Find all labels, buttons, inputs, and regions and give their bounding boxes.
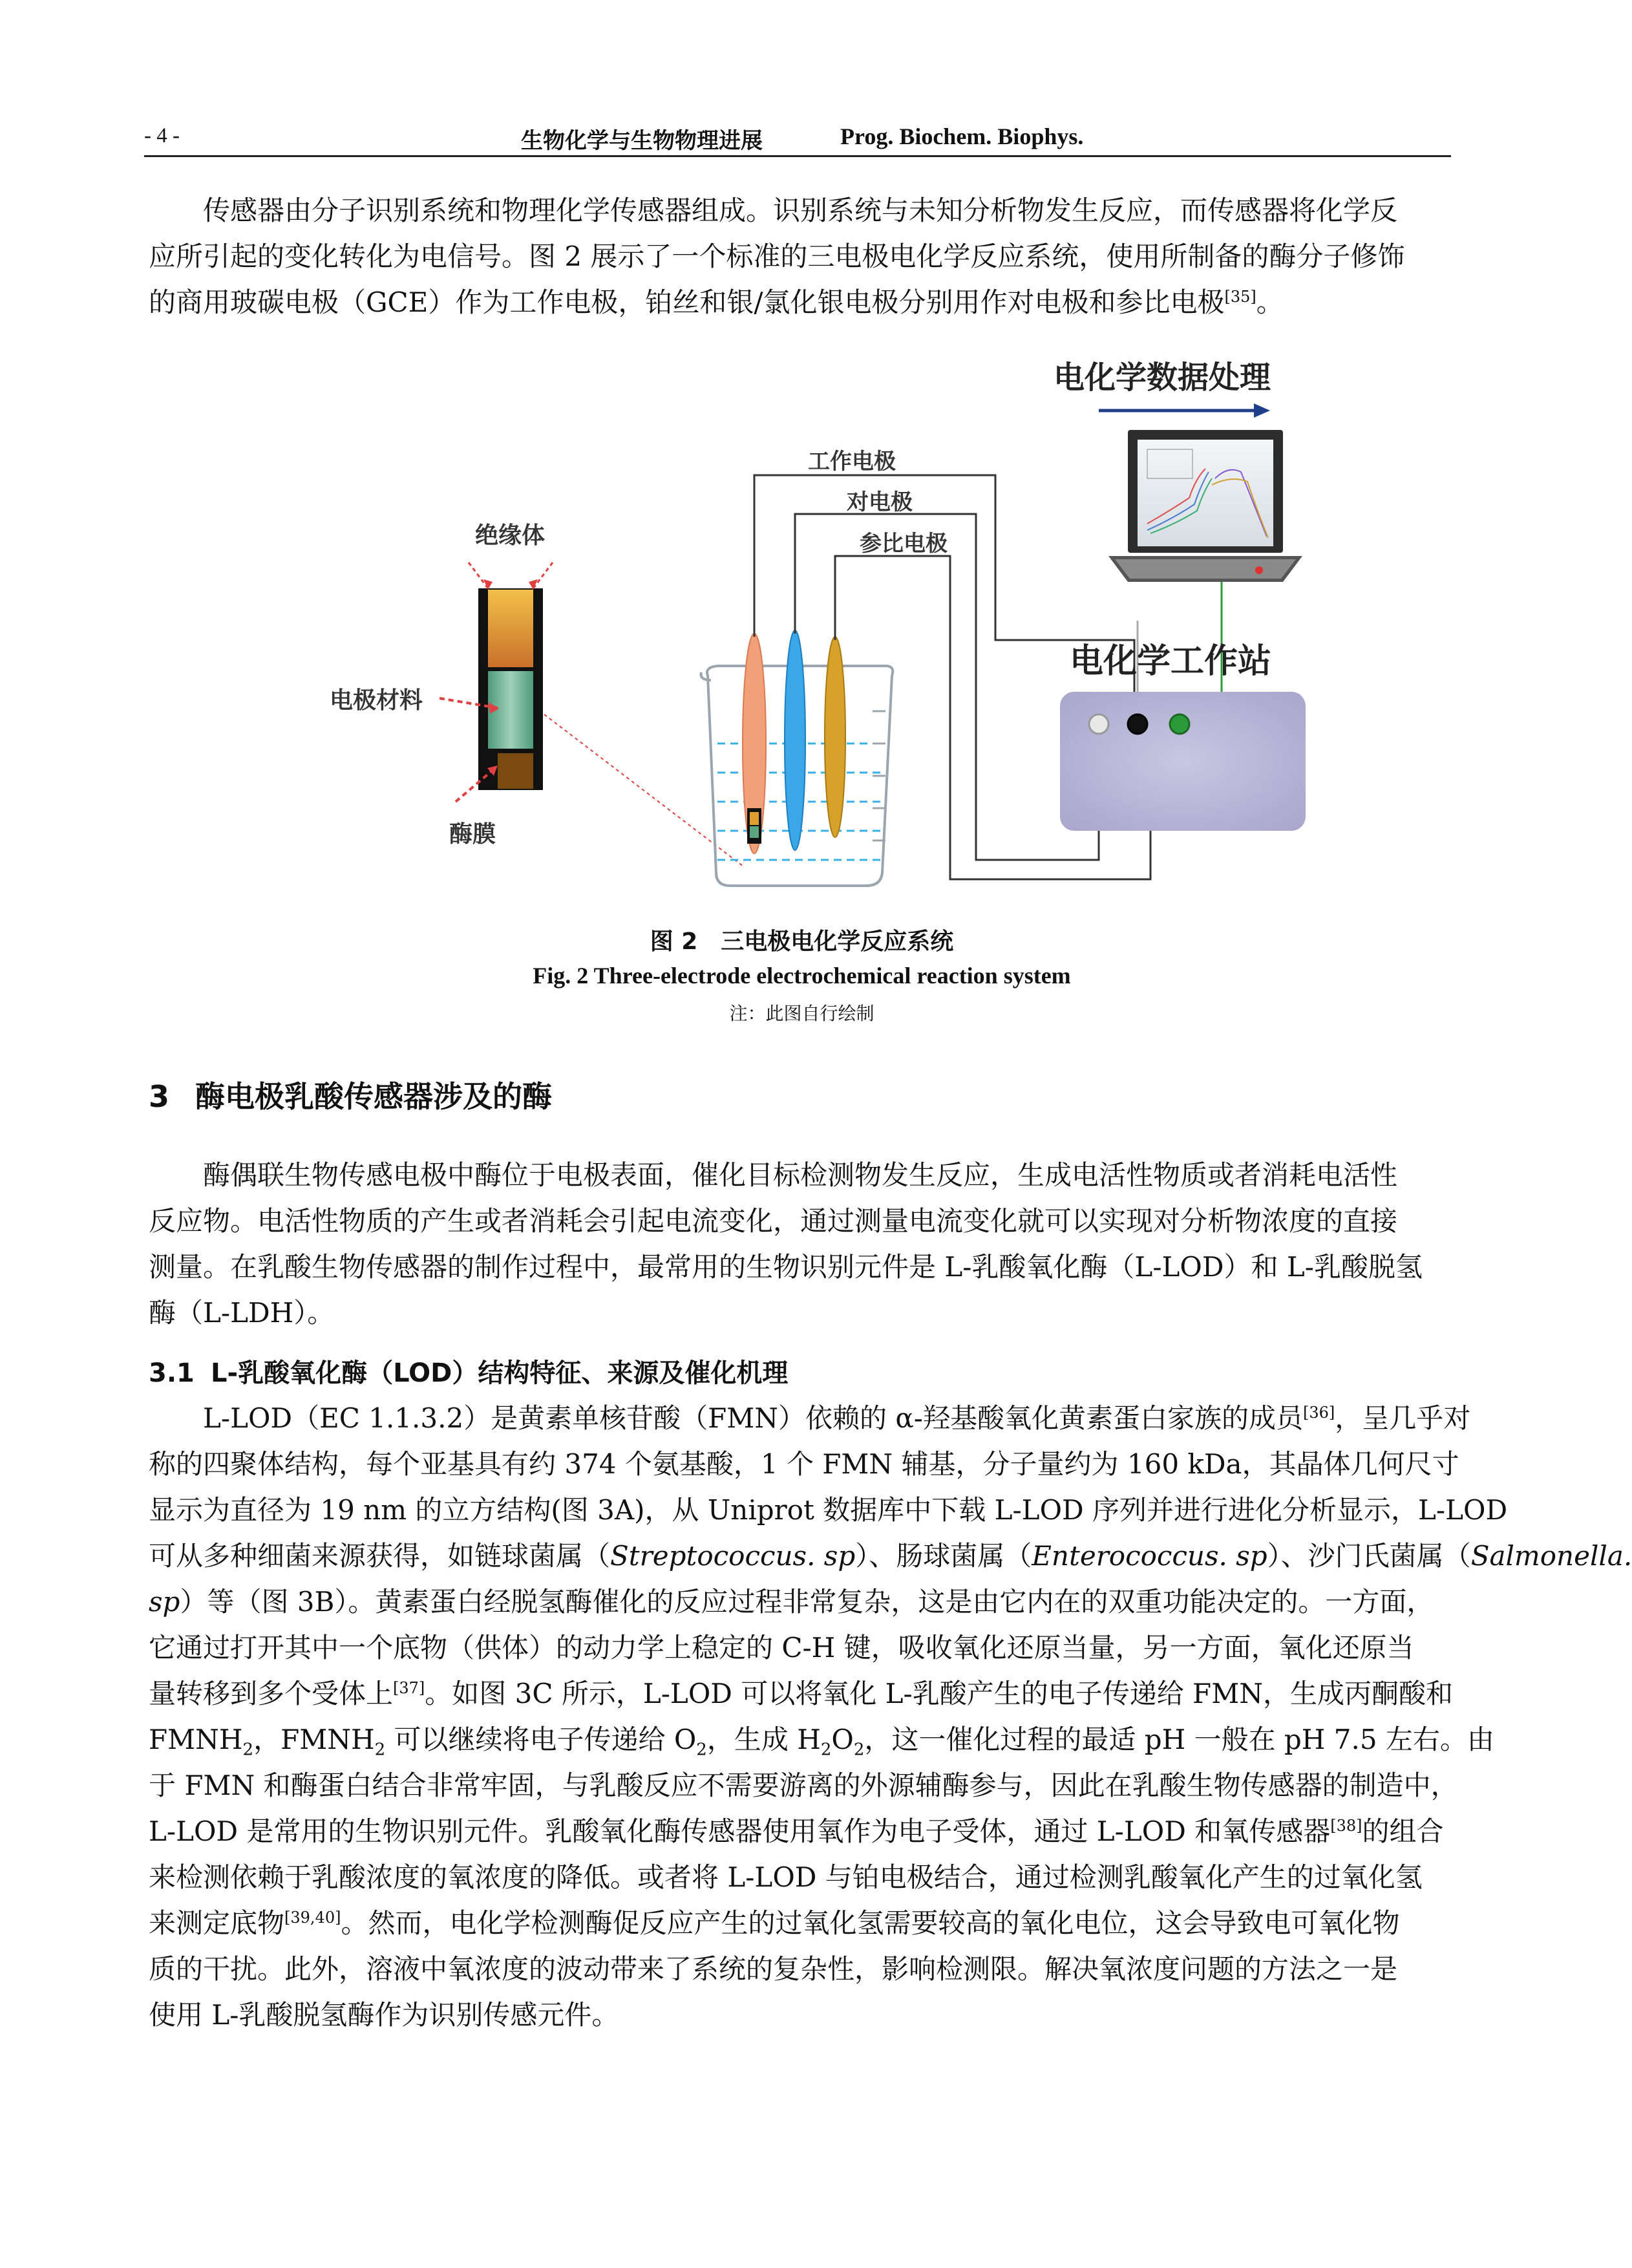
subscript: 2 bbox=[853, 1740, 865, 1760]
text-line: 来检测依赖于乳酸浓度的氧浓度的降低。或者将 L-LOD 与铂电极结合，通过检测乳酸氧化产生的过氧化氢 bbox=[149, 1861, 1423, 1893]
text-run: ，FMNH bbox=[253, 1724, 375, 1755]
text-line: 酶偶联生物传感电极中酶位于电极表面，催化目标检测物发生反应，生成电活性物质或者消耗电活性 bbox=[203, 1159, 1398, 1191]
subsection-heading bbox=[149, 1353, 788, 1389]
taxon-name: Enterococcus. sp bbox=[1032, 1540, 1267, 1572]
text-line: 质的干扰。此外，溶液中氧浓度的波动带来了系统的复杂性，影响检测限。解决氧浓度问题的方法之一是 bbox=[149, 1953, 1398, 1985]
data-processing-label: 电化学数据处理 bbox=[1054, 359, 1271, 396]
journal-title-cn: 生物化学与生物物理进展 bbox=[521, 128, 763, 154]
working-electrode-label: 工作电极 bbox=[808, 449, 896, 475]
text-run: L-LOD 是常用的生物识别元件。乳酸氧化酶传感器使用氧作为电子受体，通过 L-LOD 和氧传感器 bbox=[149, 1815, 1331, 1847]
section-heading bbox=[149, 1073, 552, 1116]
section3-paragraph bbox=[149, 1152, 1467, 1336]
text-run: 的商用玻碳电极（GCE）作为工作电极，铂丝和银/氯化银电极分别用作对电极和参比电极 bbox=[149, 286, 1225, 318]
text-run: ）、肠球菌属（ bbox=[855, 1540, 1032, 1572]
subscript: 2 bbox=[242, 1740, 254, 1760]
text-line: 反应物。电活性物质的产生或者消耗会引起电流变化，通过测量电流变化就可以实现对分析物浓度的直接 bbox=[149, 1205, 1398, 1237]
counter-electrode-label: 对电极 bbox=[847, 489, 913, 515]
journal-title-en: Prog. Biochem. Biophys. bbox=[840, 123, 1084, 149]
figure-note: 注：此图自行绘制 bbox=[729, 1003, 874, 1024]
page-number: - 4 - bbox=[144, 124, 180, 147]
citation: [36] bbox=[1302, 1404, 1335, 1422]
figure-caption-en: Fig. 2 Three-electrode electrochemical reaction system bbox=[533, 963, 1071, 989]
figure-caption-cn: 图 2 三电极电化学反应系统 bbox=[650, 928, 954, 955]
arrow-icon bbox=[1099, 403, 1270, 418]
text-line bbox=[149, 279, 1467, 325]
text-run: O bbox=[831, 1724, 854, 1755]
text-line bbox=[149, 1900, 1467, 1946]
workstation-label: 电化学工作站 bbox=[1070, 642, 1272, 681]
text-line bbox=[149, 1579, 1467, 1625]
subsection-number: 3.1 bbox=[149, 1358, 195, 1388]
text-line bbox=[149, 1808, 1467, 1854]
electrode-material-label: 电极材料 bbox=[330, 687, 423, 714]
text-run: 来测定底物 bbox=[149, 1907, 285, 1939]
counter-electrode bbox=[785, 630, 805, 850]
text-line: 应所引起的变化转化为电信号。图 2 展示了一个标准的三电极电化学反应系统，使用所制备的酶分子修饰 bbox=[149, 241, 1405, 272]
enzyme-film-label: 酶膜 bbox=[449, 821, 496, 848]
header-rule bbox=[144, 155, 1451, 157]
text-run: 可从多种细菌来源获得，如链球菌属（ bbox=[149, 1540, 611, 1572]
text-line: 传感器由分子识别系统和物理化学传感器组成。识别系统与未知分析物发生反应，而传感器将化学反 bbox=[203, 195, 1398, 226]
taxon-name: Streptococcus. sp bbox=[610, 1540, 856, 1572]
citation: [38] bbox=[1330, 1817, 1362, 1835]
taxon-name: sp bbox=[149, 1586, 180, 1618]
text-run: 的组合 bbox=[1362, 1815, 1444, 1847]
text-run: ，这一催化过程的最适 pH 一般在 pH 7.5 左右。由 bbox=[864, 1724, 1494, 1755]
text-run: ）、沙门氏菌属（ bbox=[1267, 1540, 1471, 1572]
text-run: 。然而，电化学检测酶促反应产生的过氧化氢需要较高的氧化电位，这会导致电可氧化物 bbox=[341, 1907, 1400, 1939]
workstation-panel bbox=[1060, 692, 1306, 831]
text-line: 使用 L-乳酸脱氢酶作为识别传感元件。 bbox=[149, 1999, 619, 2031]
text-run: ）等（图 3B）。黄素蛋白经脱氢酶催化的反应过程非常复杂，这是由它内在的双重功能决定的。一方面， bbox=[180, 1586, 1434, 1618]
text-line bbox=[149, 1671, 1467, 1717]
subscript: 2 bbox=[374, 1740, 386, 1760]
taxon-name: Salmonella. bbox=[1470, 1540, 1632, 1572]
citation: [39,40] bbox=[284, 1909, 341, 1927]
text-run: 。如图 3C 所示，L-LOD 可以将氧化 L-乳酸产生的电子传递给 FMN，生成丙酮酸和 bbox=[425, 1678, 1453, 1709]
text-line bbox=[149, 1395, 1471, 1441]
subscript: 2 bbox=[820, 1740, 832, 1760]
text-line: 酶（L-LDH）。 bbox=[149, 1297, 335, 1329]
section31-paragraph bbox=[149, 1395, 1632, 2038]
text-line bbox=[149, 1533, 1632, 1579]
section-number: 3 bbox=[149, 1079, 170, 1114]
intro-paragraph bbox=[149, 187, 1467, 325]
text-run: 量转移到多个受体上 bbox=[149, 1678, 394, 1709]
text-line: 于 FMN 和酶蛋白结合非常牢固，与乳酸反应不需要游离的外源辅酶参与，因此在乳酸生物传感器的制造中， bbox=[149, 1770, 1458, 1801]
section-title: 酶电极乳酸传感器涉及的酶 bbox=[195, 1079, 552, 1114]
citation: [35] bbox=[1224, 288, 1256, 306]
text-line: 称的四聚体结构，每个亚基具有约 374 个氨基酸，1 个 FMN 辅基，分子量约为 160 kDa，其晶体几何尺寸 bbox=[149, 1448, 1459, 1480]
text-run: L-LOD（EC 1.1.3.2）是黄素单核苷酸（FMN）依赖的 α-羟基酸氧化黄素蛋白家族的成员 bbox=[203, 1402, 1303, 1434]
subscript: 2 bbox=[696, 1740, 707, 1760]
three-electrode-figure bbox=[304, 349, 1312, 931]
citation: [37] bbox=[393, 1679, 425, 1697]
text-line: 测量。在乳酸生物传感器的制作过程中，最常用的生物识别元件是 L-乳酸氧化酶（L-LOD）和 L-乳酸脱氢 bbox=[149, 1251, 1423, 1283]
text-run: ，呈几乎对 bbox=[1335, 1402, 1471, 1434]
insulator-label: 绝缘体 bbox=[475, 522, 546, 549]
text-line: 它通过打开其中一个底物（供体）的动力学上稳定的 C-H 键，吸收氧化还原当量，另一方面，氧化还原当 bbox=[149, 1632, 1414, 1664]
text-run: ，生成 H bbox=[706, 1724, 821, 1755]
text-run: FMNH bbox=[149, 1724, 243, 1755]
reference-electrode bbox=[825, 637, 845, 837]
text-line bbox=[149, 1717, 1494, 1762]
subsection-title: L-乳酸氧化酶（LOD）结构特征、来源及催化机理 bbox=[211, 1358, 789, 1388]
text-run: 可以继续将电子传递给 O bbox=[385, 1724, 697, 1755]
laptop-icon bbox=[1108, 430, 1302, 582]
working-electrode bbox=[743, 634, 766, 853]
text-run: 。 bbox=[1256, 286, 1284, 318]
text-line: 显示为直径为 19 nm 的立方结构(图 3A)，从 Uniprot 数据库中下载 L-LOD 序列并进行进化分析显示，L-LOD bbox=[149, 1494, 1508, 1526]
reference-electrode-label: 参比电极 bbox=[860, 531, 948, 557]
